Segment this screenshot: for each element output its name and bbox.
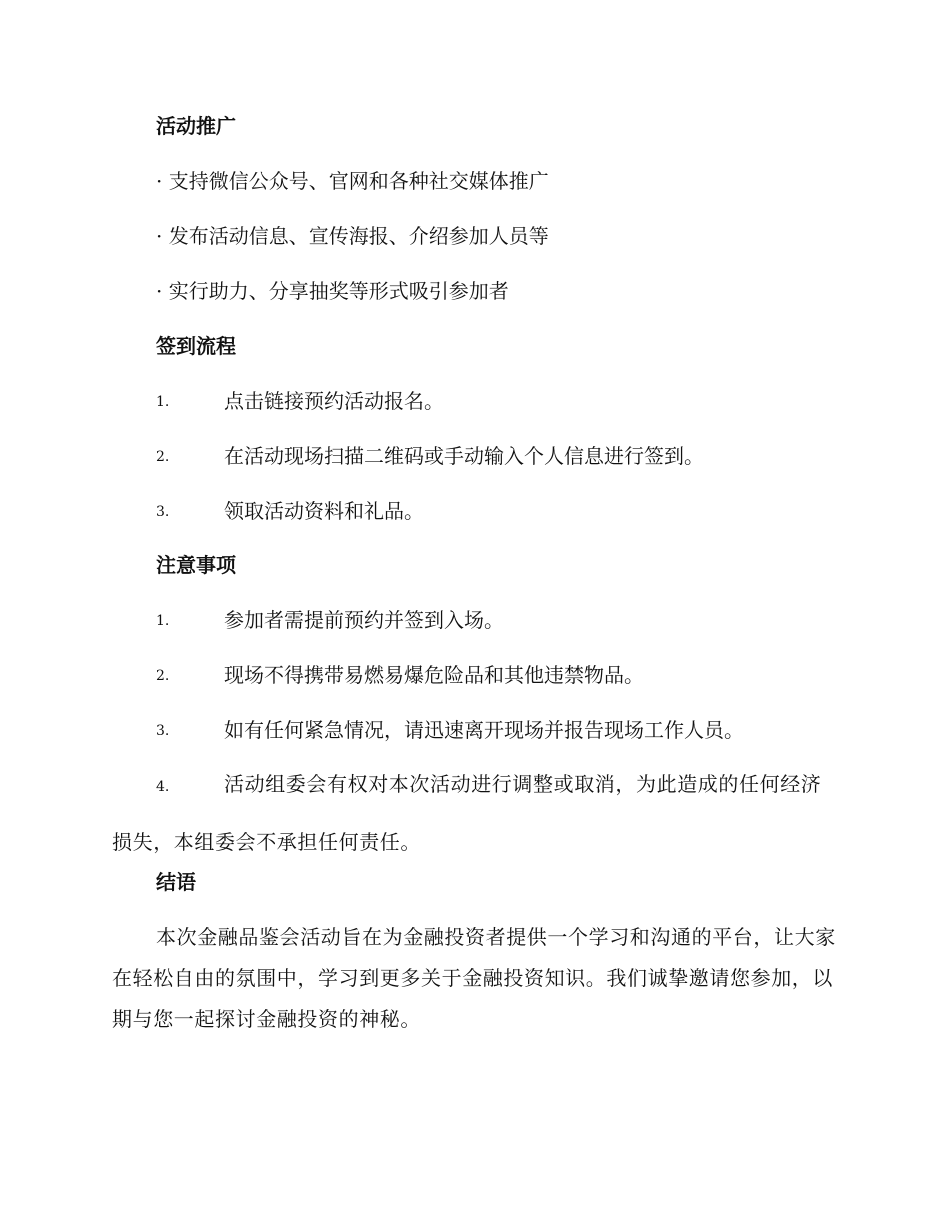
list-number: 1. [156,613,170,629]
section-heading-conclusion: 结语 [156,870,196,894]
section-heading-notes: 注意事项 [156,553,236,577]
signin-step-3 [156,497,836,525]
list-text: 现场不得携带易燃易爆危险品和其他违禁物品。 [224,663,644,687]
list-text: 领取活动资料和礼品。 [224,499,424,523]
promo-bullet-1: · 支持微信公众号、官网和各种社交媒体推广 [156,169,549,193]
promo-bullet-2: · 发布活动信息、宣传海报、介绍参加人员等 [156,224,549,248]
section-heading-promo: 活动推广 [156,114,236,138]
list-number: 3. [156,723,170,739]
list-text: 如有任何紧急情况，请迅速离开现场并报告现场工作人员。 [224,718,744,742]
list-text: 在活动现场扫描二维码或手动输入个人信息进行签到。 [224,444,704,468]
signin-step-1 [156,387,836,415]
signin-step-2 [156,442,836,470]
notes-item-4 [112,757,836,870]
list-text: 参加者需提前预约并签到入场。 [224,608,504,632]
notes-item-2 [156,661,836,689]
list-number: 3. [156,504,170,520]
list-number: 2. [156,668,170,684]
list-text: 活动组委会有权对本次活动进行调整或取消，为此造成的任何经济损失，本组委会不承担任何责任。 [112,772,822,854]
list-number: 1. [156,394,170,410]
conclusion-paragraph: 本次金融品鉴会活动旨在为金融投资者提供一个学习和沟通的平台，让大家在轻松自由的氛围中，学习到更多关于金融投资知识。我们诚挚邀请您参加，以期与您一起探讨金融投资的神秘。 [112,925,836,1031]
list-text: 点击链接预约活动报名。 [224,389,444,413]
list-number: 2. [156,449,170,465]
notes-item-1 [156,606,836,634]
notes-item-3 [156,716,836,744]
list-number: 4. [156,779,170,795]
promo-bullet-3: · 实行助力、分享抽奖等形式吸引参加者 [156,279,509,303]
section-heading-signin: 签到流程 [156,334,236,358]
